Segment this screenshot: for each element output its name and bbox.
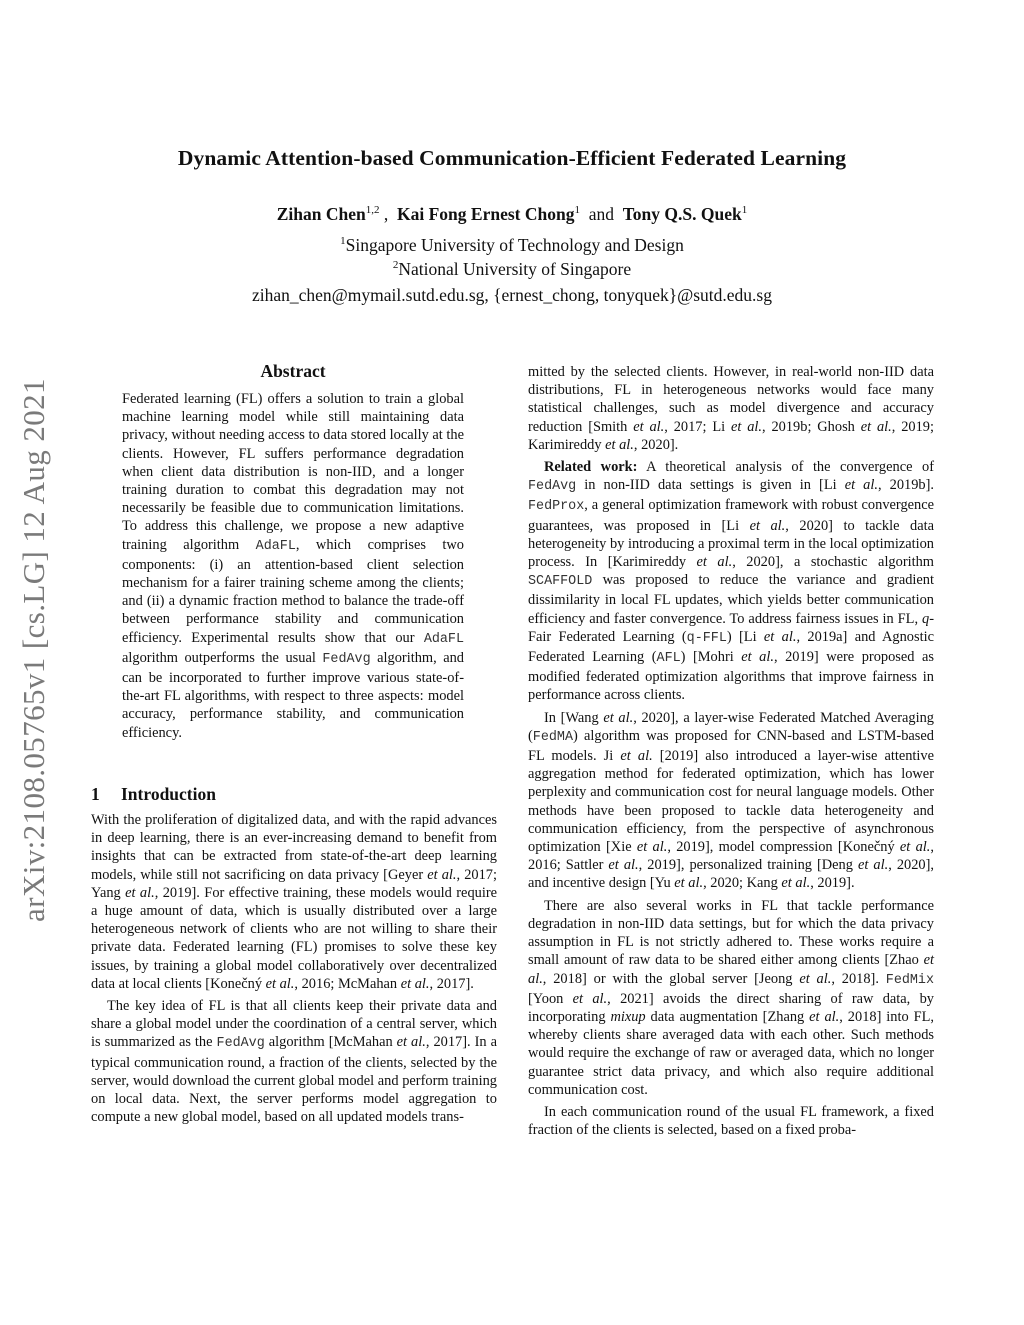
text-run: , 2020], and incentive design [Yu <box>528 857 935 892</box>
italic-text: et al. <box>265 975 295 992</box>
algorithm-name: FedMix <box>885 972 934 988</box>
text-run: algorithm, and can be incorporated to further improve various state-of-the-art FL algorithms, with respect to three aspects: model accuracy, performance stability, and communication efficiency. <box>122 649 465 741</box>
author-separator: , <box>379 204 397 224</box>
text-run: , 2018]. <box>831 970 886 987</box>
affiliation-1 <box>0 235 1024 256</box>
paragraph <box>528 709 934 893</box>
paragraph <box>91 811 497 993</box>
text-run: , 2018] into FL, whereby clients share averaged data with each other. Such methods would require the exchange of raw or averaged data, which no longer guarantee strict data privacy, and which also require additional communication cost. <box>528 1008 934 1098</box>
text-run: , 2017; Li <box>664 418 731 435</box>
affiliation-2-marker: 2 <box>392 259 399 272</box>
text-run: , 2019; Karimireddy <box>528 418 934 453</box>
algorithm-name: FedProx <box>528 499 585 515</box>
paragraph <box>528 897 934 1099</box>
text-run: , 2018] or with the global server [Jeong <box>542 970 800 987</box>
italic-text: et al. <box>857 857 889 874</box>
text-run: , 2021] avoids the direct sharing of raw data, by incorporating <box>528 990 934 1025</box>
italic-text: et al. <box>741 649 774 666</box>
text-run: , 2020]. <box>633 436 679 453</box>
text-run: , 2017]. <box>429 975 474 992</box>
italic-text: et al. <box>608 857 639 874</box>
affiliation-2 <box>0 259 1024 280</box>
text-run: , 2017]. In a typical communication round, a fraction of the clients, selected by the server, would download the current global model and perform training on local data. Next, the server performs model aggregation to compute a new global model, based on all updated models trans- <box>91 1034 498 1126</box>
text-run: With the proliferation of digitalized data, and with the rapid advances in deep learning, there is an ever-increasing demand to benefit from insights that can be extracted from state-of-the-art deep learning models, while still not sacrificing on data privacy [Geyer <box>91 812 497 883</box>
italic-text: et al. <box>427 866 457 883</box>
italic-text: et al. <box>809 1008 840 1025</box>
algorithm-name: FedMA <box>532 729 573 745</box>
italic-text: et al. <box>620 748 653 765</box>
text-run: data augmentation [Zhang <box>645 1008 810 1025</box>
abstract-heading: Abstract <box>260 361 326 381</box>
section-title: Introduction <box>121 784 216 804</box>
text-run: , 2016; Sattler <box>528 839 934 874</box>
section-heading-introduction <box>91 784 216 805</box>
italic-text: q <box>922 610 930 627</box>
text-run: , 2019] were proposed as modified federated optimization algorithms that improve fairness in performance across clients. <box>528 649 934 704</box>
text-run: , 2020], a layer-wise Federated Matched Averaging ( <box>528 709 935 744</box>
italic-text: et al. <box>730 418 763 435</box>
paragraph <box>528 1103 934 1139</box>
text-run: , 2016; McMahan <box>294 975 401 992</box>
text-run: , 2019]. For effective training, these models would require a huge amount of data, which is usually distributed over a large heterogeneous network of clients who are not willing to share their private data. Federated learning (FL) promises to solve these key issues, by training a global model collaboratively over decentralized data at local clients [Konečný <box>91 884 498 992</box>
italic-text: et al. <box>844 477 878 494</box>
text-run: , a general optimization framework with robust convergence guarantees, was proposed in [Li <box>528 497 934 534</box>
italic-text: et al. <box>674 875 704 892</box>
algorithm-name: FedAvg <box>216 1036 265 1052</box>
italic-text: et al. <box>860 418 892 435</box>
italic-text: et al. <box>696 554 733 571</box>
author-affiliation-marker: 1 <box>574 204 580 217</box>
text-run: -Fair Federated Learning ( <box>528 610 934 645</box>
text-run: ) [Mohri <box>680 649 742 666</box>
text-run: , 2020], a stochastic algorithm <box>732 554 935 571</box>
text-run: , which comprises two components: (i) an attention-based client selection mechanism for a fairer training scheme among the clients; and (ii) a dynamic fraction method to balance the trade-off between performance stability and communication efficiency. Experimental results show that our <box>122 536 464 646</box>
section-number: 1 <box>91 784 100 804</box>
text-run: [Yoon <box>528 990 573 1007</box>
paragraph <box>91 997 497 1126</box>
text-run: algorithm [McMahan <box>264 1034 397 1051</box>
affiliation-1-text: Singapore University of Technology and Design <box>345 235 684 255</box>
author-name: Zihan Chen <box>276 204 366 224</box>
text-run: , 2019], personalized training [Deng <box>638 857 858 874</box>
paragraph <box>528 363 934 454</box>
text-run: , 2019], model compression [Konečný <box>667 839 900 856</box>
italic-text: et al. <box>396 1034 426 1051</box>
author-affiliation-marker: 1,2 <box>365 204 380 217</box>
text-run: , 2017; Yang <box>91 866 497 901</box>
paper-title: Dynamic Attention-based Communication-Efficient Federated Learning <box>177 146 847 170</box>
algorithm-name: FedAvg <box>528 479 577 495</box>
italic-text: et al. <box>633 418 665 435</box>
text-run: ) algorithm was proposed for CNN-based and LSTM-based FL models. Ji <box>528 727 934 765</box>
text-run: , 2020; Kang <box>703 875 782 892</box>
author-separator: and <box>579 204 623 224</box>
text-run: , 2019]. <box>810 875 855 892</box>
text-run: The key idea of FL is that all clients keep their private data and share a global model under the coordination of a central server, which is summarized as the <box>91 998 497 1051</box>
italic-text: et al. <box>799 970 832 987</box>
italic-text: et al. <box>636 839 668 856</box>
text-run: Federated learning (FL) offers a solution to train a global machine learning model while still maintaining data privacy, without needing access to data stored locally at the clients. However, FL suffers performance degradation when client data distribution is non-IID, and a longer training duration to combat this degradation may not necessarily be feasible due to communication limitations. To address this challenge, we propose a new adaptive training algorithm <box>122 391 464 553</box>
text-run: algorithm outperforms the usual <box>122 649 323 666</box>
text-run: ) [Li <box>726 628 764 645</box>
text-run: , 2019b]. <box>877 477 934 494</box>
author-emails: zihan_chen@mymail.sutd.edu.sg, {ernest_chong, tonyquek}@sutd.edu.sg <box>252 285 772 305</box>
italic-text: et al. <box>400 975 430 992</box>
italic-text: et al. <box>572 990 608 1007</box>
right-column-body <box>528 363 934 1143</box>
text-run: [2019] also introduced a layer-wise attentive aggregation method for federated optimization, which has lower perplexity and communication cost for neural language models. Other methods have been proposed to tackle data heterogeneity and communication efficiency, from the perspective of asynchronous optimization [Xie <box>528 748 935 856</box>
text-run: , 2020] to tackle data heterogeneity by introducing a proximal term in the local optimization process. In [Karimireddy <box>528 517 934 571</box>
algorithm-name: AdaFL <box>423 631 464 647</box>
italic-text: et al. <box>528 952 934 987</box>
bold-run-in-heading: Related work: <box>544 459 638 476</box>
arxiv-sidebar-identifier <box>2 350 66 950</box>
paragraph <box>528 458 934 705</box>
italic-text: et al. <box>749 517 786 534</box>
author-name: Kai Fong Ernest Chong <box>397 204 575 224</box>
author-affiliation-marker: 1 <box>741 204 748 217</box>
italic-text: et al. <box>605 436 634 453</box>
text-run: , 2019b; Ghosh <box>762 418 861 435</box>
affiliation-2-text: National University of Singapore <box>398 259 632 279</box>
italic-text: mixup <box>610 1008 646 1025</box>
text-run: There are also several works in FL that tackle performance degradation in non-IID data settings, but for which the data privacy assumption in FL is not strictly adhered to. These works require a small amount of raw data to be shared either among clients [Zhao <box>528 897 934 969</box>
text-run: in non-IID data settings is given in [Li <box>576 477 845 494</box>
italic-text: et al. <box>899 839 931 856</box>
italic-text: et al. <box>781 875 811 892</box>
text-run: mitted by the selected clients. However, in real-world non-IID data distributions, FL in heterogeneous networks would face many statistical challenges, such as model divergence and accuracy reduction [Smith <box>528 364 934 435</box>
italic-text: et al. <box>603 709 634 726</box>
algorithm-name: AFL <box>656 651 681 667</box>
text-run: , 2019a] and Agnostic Federated Learning ( <box>528 628 934 666</box>
text-run: In each communication round of the usual FL framework, a fixed fraction of the clients is selected, based on a fixed proba- <box>528 1103 934 1139</box>
left-column-body <box>91 811 497 1130</box>
italic-text: et al. <box>763 628 797 645</box>
text-run: In [Wang <box>544 709 604 726</box>
text-run: was proposed to reduce the variance and gradient dissimilarity in local FL updates, which yields better communication efficiency and faster convergence. To address fairness issues in FL, <box>528 572 934 627</box>
algorithm-name: SCAFFOLD <box>528 574 593 590</box>
author-name: Tony Q.S. Quek <box>622 204 742 224</box>
algorithm-name: q-FFL <box>686 630 727 646</box>
affiliation-1-marker: 1 <box>340 235 346 248</box>
text-run: A theoretical analysis of the convergence of <box>637 459 934 476</box>
algorithm-name: AdaFL <box>255 538 296 554</box>
arxiv-id-text: arXiv:2108.05765v1 [cs.LG] 12 Aug 2021 <box>16 378 51 922</box>
author-list <box>0 204 1024 225</box>
algorithm-name: FedAvg <box>322 651 371 667</box>
abstract-body <box>122 390 464 742</box>
italic-text: et al. <box>125 884 155 901</box>
